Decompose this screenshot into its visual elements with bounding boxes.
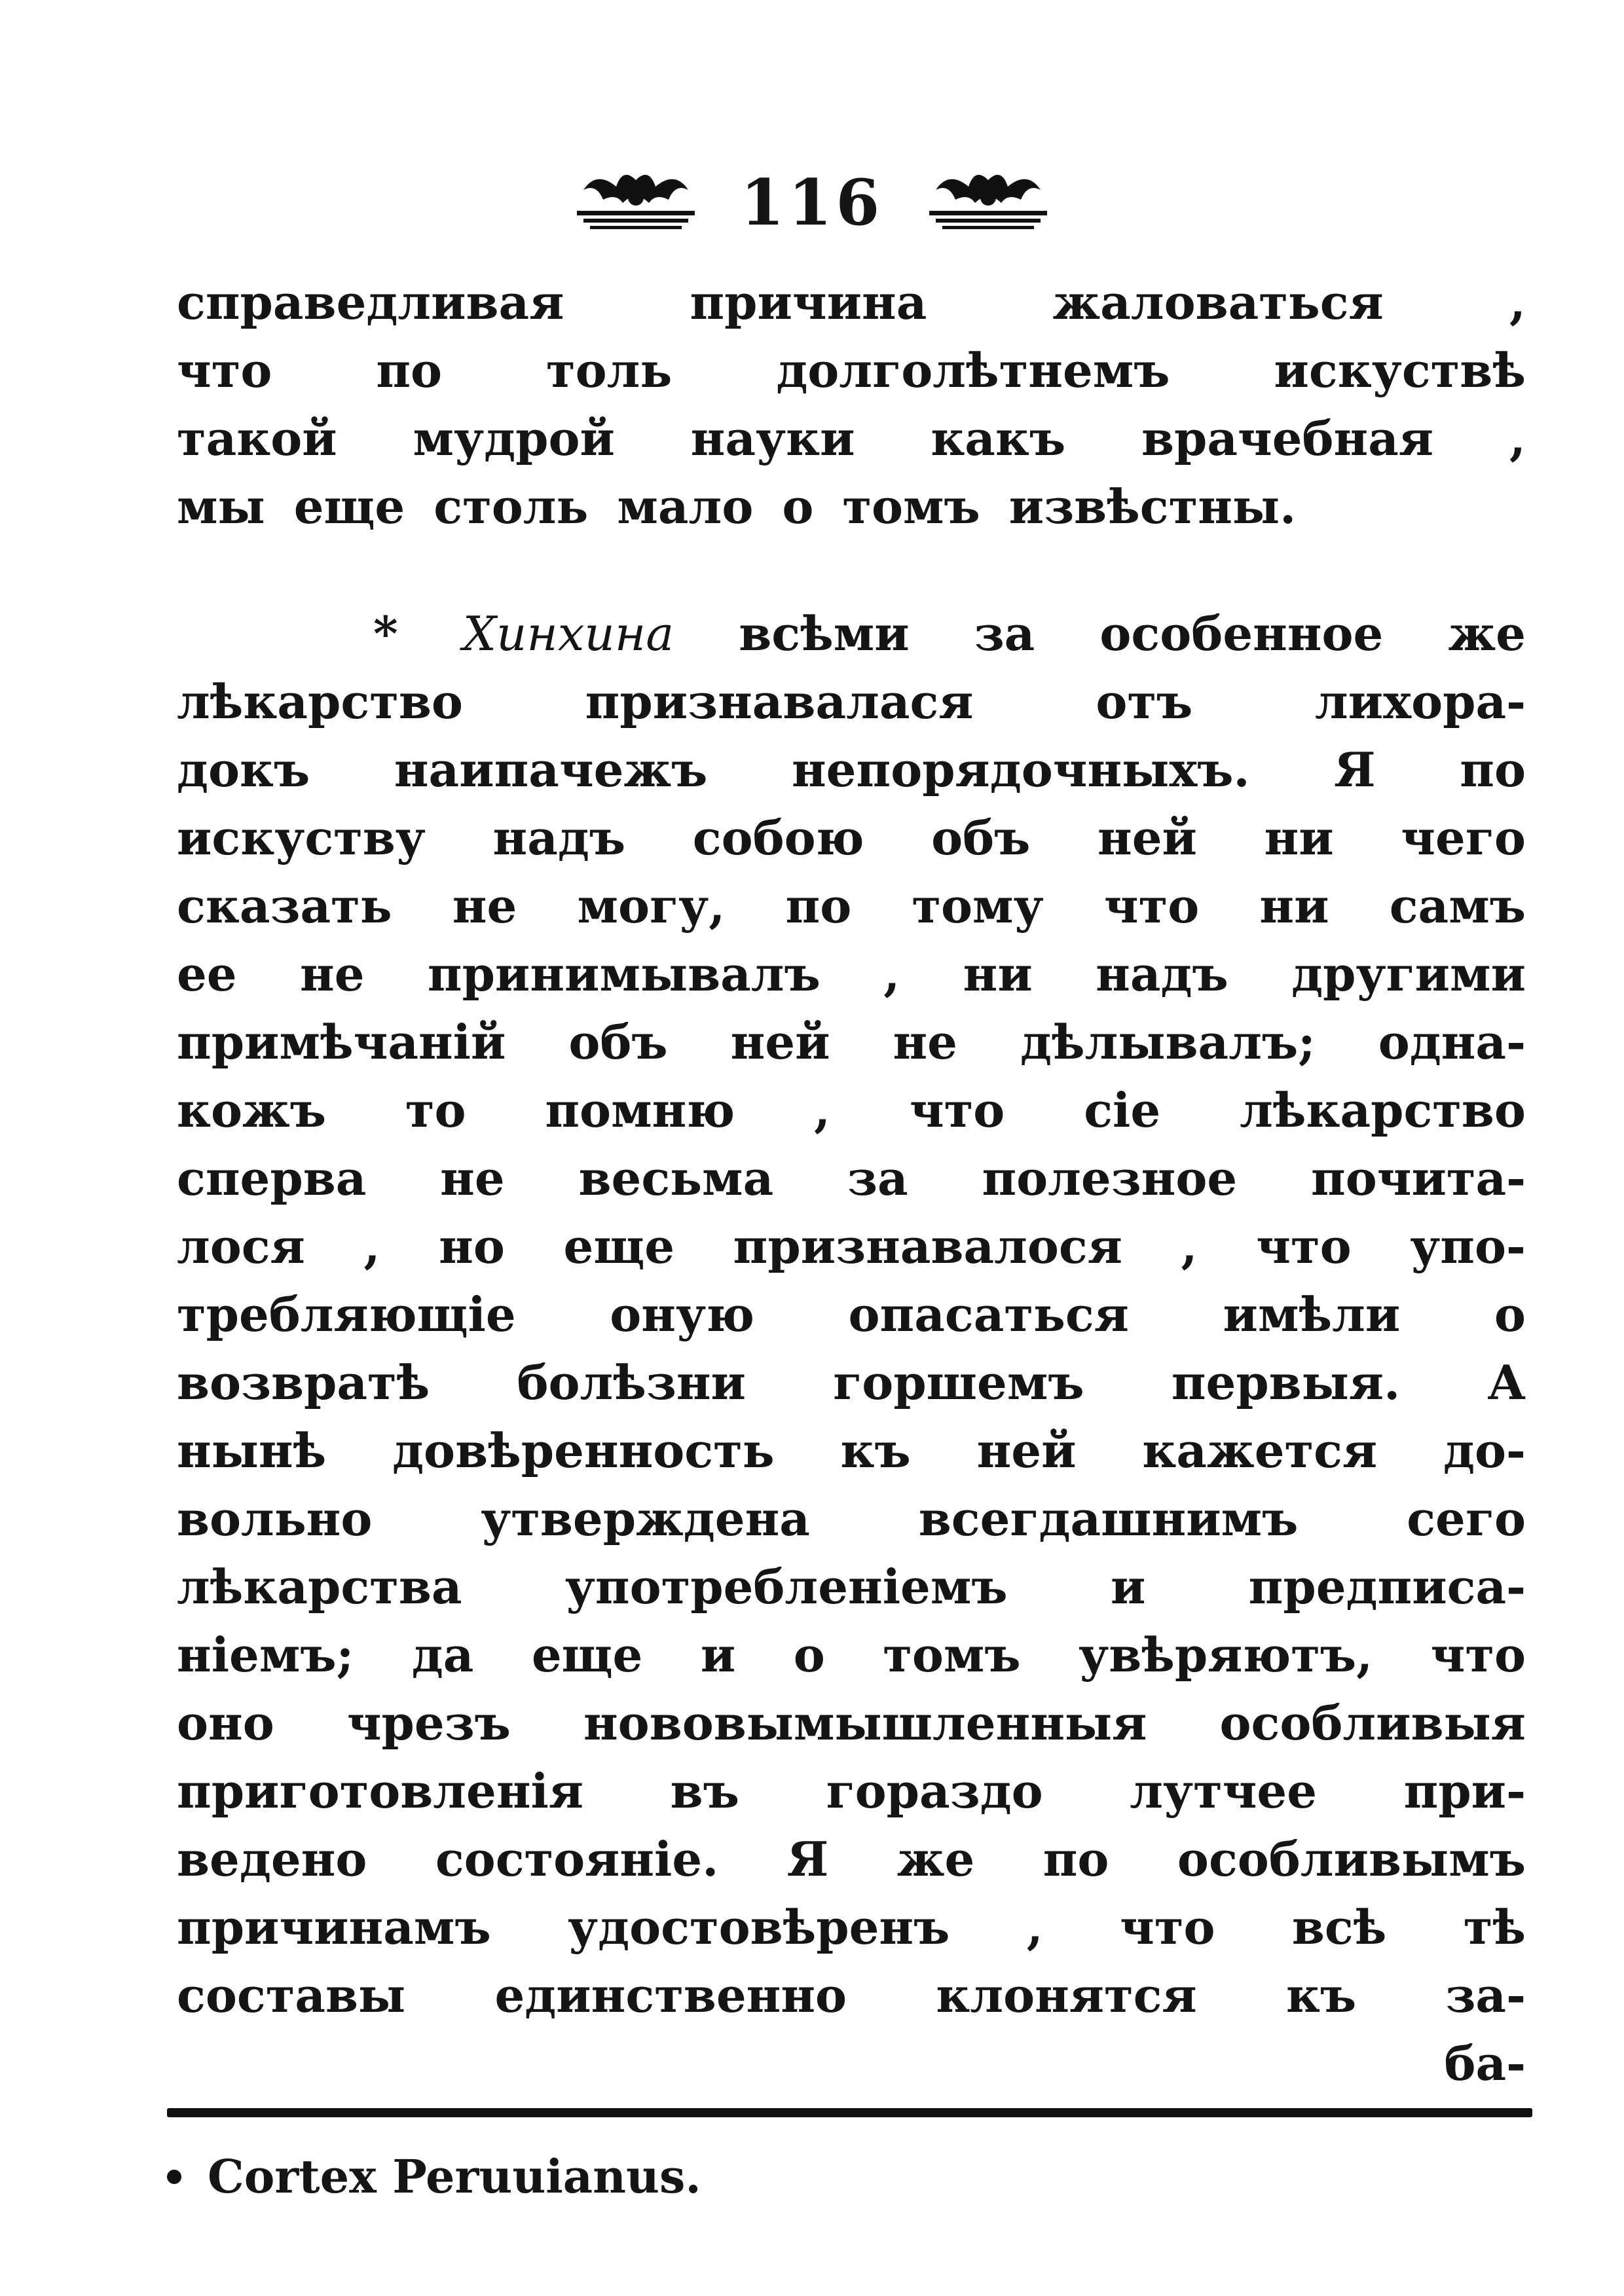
- paragraph-1: [177, 268, 1526, 541]
- footnote-bullet-icon: [167, 2170, 181, 2184]
- text-line: причинамъ удостовѣренъ , что всѣ тѣ: [177, 1899, 1526, 1955]
- text-line: ее не принимывалъ , ни надъ другими: [177, 946, 1526, 1002]
- paragraph-gap: [177, 541, 1526, 600]
- text-line: сперва не весьма за полезное почита-: [177, 1150, 1526, 1206]
- text-line: такой мудрой науки какъ врачебная ,: [177, 410, 1526, 466]
- text-line: оно чрезъ нововымышленныя особливыя: [177, 1695, 1526, 1751]
- text-line: искуству надъ собою объ ней ни чего: [177, 810, 1526, 866]
- text-line: составы единственно клонятся къ за-: [177, 1967, 1526, 2023]
- text-line: мы еще столь мало о томъ извѣстны.: [177, 479, 1297, 534]
- text-line: вольно утверждена всегдашнимъ сего: [177, 1491, 1526, 1546]
- footnote: [167, 2144, 701, 2210]
- text-line: требляющіе оную опасаться имѣли о: [177, 1286, 1526, 1342]
- text-line: лѣкарства употребленіемъ и предписа-: [177, 1559, 1526, 1614]
- text-line: ведено состояніе. Я же по особливымъ: [177, 1831, 1526, 1887]
- footnote-rule: [167, 2108, 1532, 2117]
- text-line: сказать не могу, по тому что ни самъ: [177, 878, 1526, 934]
- text-line: что по толь долголѣтнемъ искуствѣ: [177, 342, 1526, 398]
- text-line: лося , но еще признавалося , что упо-: [177, 1218, 1526, 1274]
- paragraph-2: [177, 600, 1526, 2098]
- text-line: нынѣ довѣренность къ ней кажется до-: [177, 1423, 1526, 1478]
- text-line: справедливая причина жаловаться ,: [177, 274, 1526, 330]
- text-line: возвратѣ болѣзни горшемъ первыя. А: [177, 1355, 1526, 1410]
- body-text: [177, 268, 1526, 2098]
- text-line: приготовленія въ гораздо лутчее при-: [177, 1763, 1526, 1819]
- footnote-text: Cortex Peruuianus.: [208, 2149, 701, 2204]
- text-line: лѣкарство признавалася отъ лихора-: [177, 674, 1526, 729]
- text-line: примѣчаній объ ней не дѣлывалъ; одна-: [177, 1014, 1526, 1070]
- text-line-first: * Хинхина всѣми за особенное же: [373, 606, 1526, 661]
- left-ornament-icon: [570, 164, 701, 242]
- text-line: ніемъ; да еще и о томъ увѣряютъ, что: [177, 1627, 1526, 1683]
- page-header: [0, 151, 1624, 255]
- right-ornament-icon: [923, 164, 1054, 242]
- page-number: 116: [740, 166, 884, 240]
- text-line: кожъ то помню , что сіе лѣкарство: [177, 1082, 1526, 1138]
- text-line: докъ наипачежъ непорядочныхъ. Я по: [177, 742, 1526, 797]
- catchword: ба-: [1444, 2035, 1526, 2091]
